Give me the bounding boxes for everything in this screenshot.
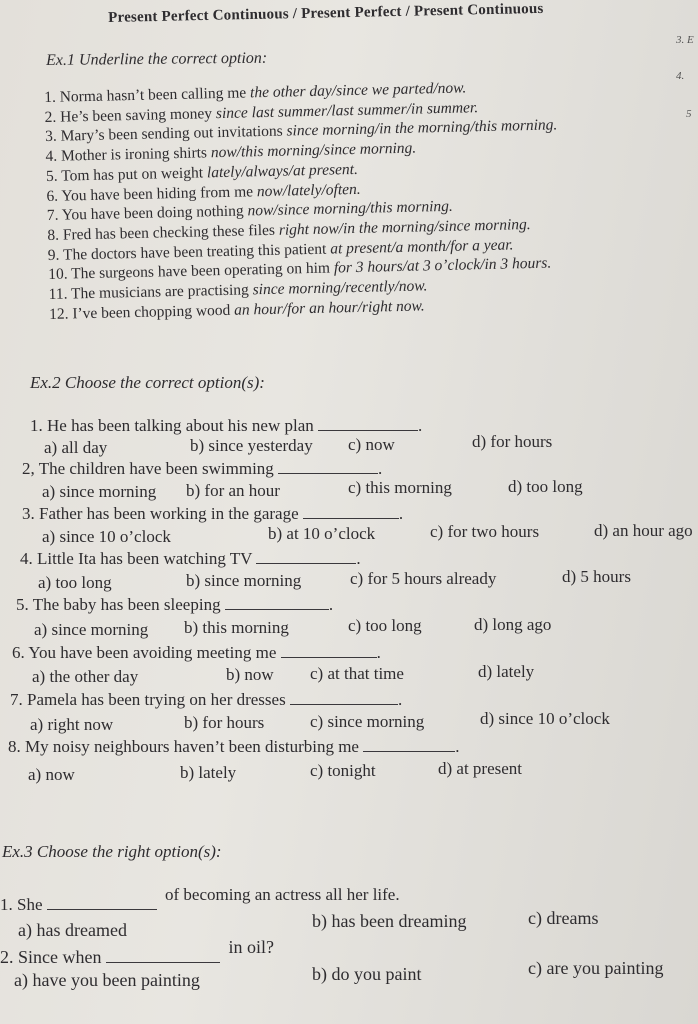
ex2-option: b) for an hour: [186, 481, 280, 500]
ex2-option: c) at that time: [310, 664, 404, 683]
ex2-option: d) at present: [438, 759, 523, 778]
ex2-option: b) for hours: [184, 713, 265, 732]
ex3-question: 2. Since when in oil?: [0, 937, 274, 967]
ex1-item: 9. The doctors have been treating this patient at present/a month/for a year.: [47, 236, 514, 264]
ex3-option: b) has been dreaming: [312, 911, 467, 931]
ex1-item: 3. Mary’s been sending out invitations since morning/in the morning/this morning.: [44, 116, 558, 146]
ex1-item: 11. The musicians are practising since morning/recently/now.: [48, 277, 428, 303]
ex2-option: c) since morning: [310, 712, 425, 731]
ex3-heading: Ex.3 Choose the right option(s):: [2, 842, 222, 861]
ex2-option: c) too long: [348, 616, 422, 635]
margin-note-2: 4.: [676, 70, 685, 82]
ex3-option: c) dreams: [528, 908, 599, 928]
ex2-option: a) the other day: [32, 667, 139, 686]
ex2-option: b) since yesterday: [190, 436, 313, 455]
ex2-option: a) since 10 o’clock: [42, 527, 171, 546]
ex2-question: 5. The baby has been sleeping .: [16, 595, 334, 614]
ex2-question: 4. Little Ita has been watching TV .: [20, 549, 361, 568]
ex2-option: a) all day: [44, 438, 108, 457]
ex1-item: 5. Tom has put on weight lately/always/at present.: [45, 160, 359, 185]
ex2-option: b) since morning: [186, 571, 302, 590]
ex2-option: a) since morning: [42, 482, 157, 501]
ex1-item: 12. I’ve been chopping wood an hour/for an hour/right now.: [48, 297, 425, 323]
ex2-option: d) long ago: [474, 615, 552, 634]
ex2-option: b) at 10 o’clock: [268, 524, 376, 543]
ex2-question: 3. Father has been working in the garage .: [22, 504, 404, 523]
ex2-option: a) right now: [30, 715, 114, 734]
ex2-option: c) for two hours: [430, 522, 540, 541]
ex2-option: a) now: [28, 765, 75, 784]
ex3-option: c) are you painting: [528, 958, 664, 978]
ex2-option: d) too long: [508, 477, 583, 496]
margin-note-3: 5: [686, 108, 692, 120]
ex2-question: 7. Pamela has been trying on her dresses .: [10, 690, 403, 709]
ex2-option: a) too long: [38, 573, 112, 592]
ex1-item: 8. Fred has been checking these files right now/in the morning/since morning.: [47, 215, 531, 244]
page-title: Present Perfect Continuous / Present Perfect / Present Continuous: [108, 0, 544, 26]
ex2-option: b) this morning: [184, 618, 289, 637]
ex2-heading: Ex.2 Choose the correct option(s):: [30, 373, 265, 392]
ex2-option: d) lately: [478, 662, 535, 681]
ex2-question: 6. You have been avoiding meeting me .: [12, 643, 381, 662]
ex3-option: a) has dreamed: [18, 920, 127, 940]
ex2-option: d) for hours: [472, 432, 553, 451]
ex2-question: 1. He has been talking about his new plan .: [30, 416, 423, 435]
ex1-item: 2. He’s been saving money since last summer/last summer/in summer.: [44, 98, 479, 126]
ex2-option: d) since 10 o’clock: [480, 709, 610, 728]
ex1-item: 10. The surgeons have been operating on him for 3 hours/at 3 o’clock/in 3 hours.: [48, 254, 552, 284]
ex2-option: b) now: [226, 665, 274, 684]
ex3-option: b) do you paint: [312, 964, 422, 984]
ex2-option: c) for 5 hours already: [350, 569, 497, 588]
ex2-option: d) 5 hours: [562, 567, 631, 586]
ex2-option: a) since morning: [34, 620, 149, 639]
margin-note-1: 3. E: [676, 34, 694, 46]
ex1-item: 4. Mother is ironing shirts now/this morning/since morning.: [45, 139, 417, 166]
ex2-option: c) now: [348, 435, 395, 454]
ex1-list: [44, 76, 562, 324]
ex2-option: d) an hour ago: [594, 521, 693, 540]
ex2-option: c) tonight: [310, 761, 376, 780]
ex2-question: 2, The children have been swimming .: [22, 459, 383, 478]
ex1-item: 6. You have been hiding from me now/lately/often.: [46, 180, 361, 205]
ex3-question: 1. She of becoming an actress all her life.: [0, 885, 400, 914]
ex2-question: 8. My noisy neighbours haven’t been disturbing me .: [8, 737, 460, 756]
ex2-option: b) lately: [180, 763, 237, 782]
ex2-option: c) this morning: [348, 478, 452, 497]
ex1-item: 1. Norma hasn’t been calling me the other day/since we parted/now.: [44, 79, 467, 106]
ex1-item: 7. You have been doing nothing now/since morning/this morning.: [46, 197, 454, 225]
ex3-option: a) have you been painting: [14, 970, 200, 990]
ex1-heading: Ex.1 Underline the correct option:: [46, 49, 268, 69]
